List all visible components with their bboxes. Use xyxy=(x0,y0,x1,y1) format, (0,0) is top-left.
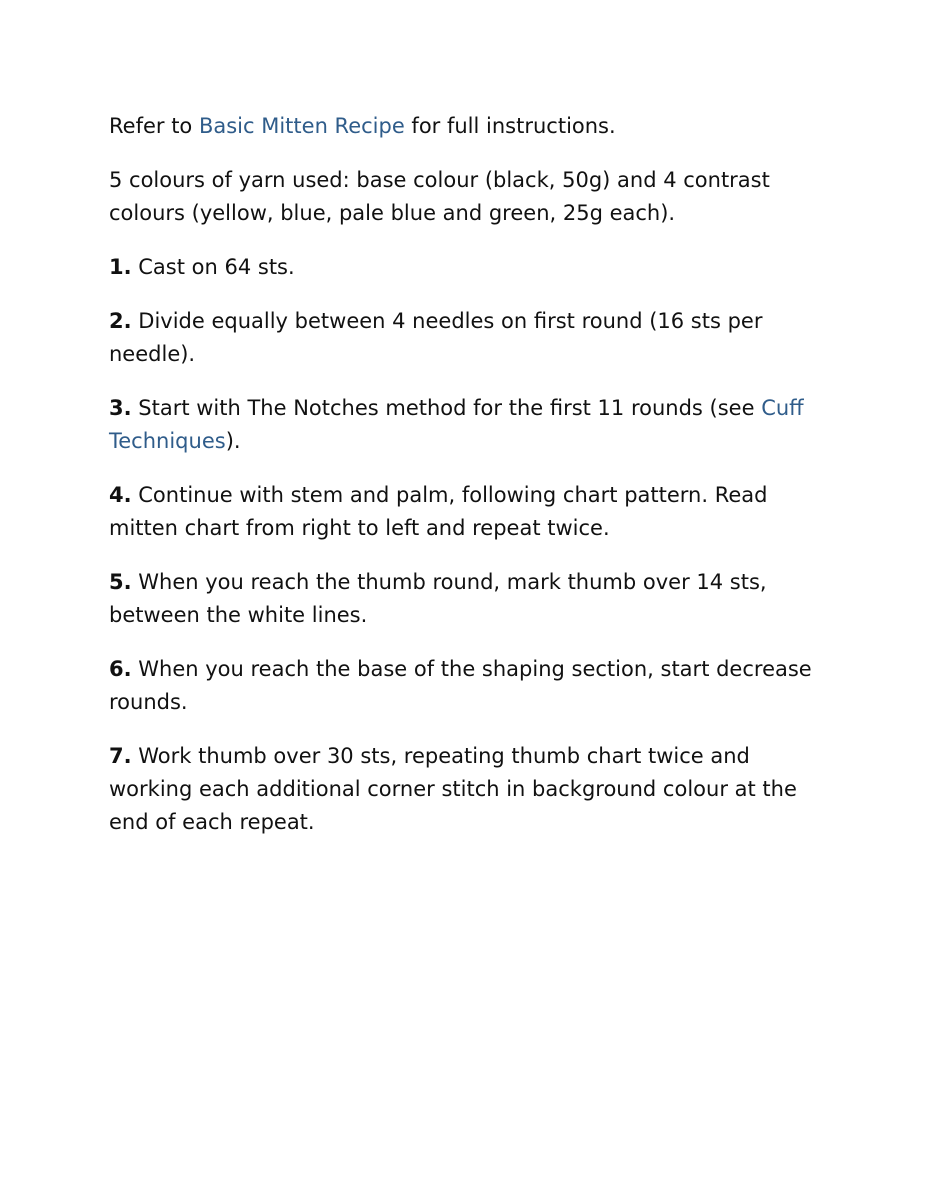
step-number: 4. xyxy=(109,483,132,507)
step-text: Start with The Notches method for the first 11 rounds (see xyxy=(131,396,762,420)
intro-paragraph xyxy=(109,110,829,143)
step-text: When you reach the thumb round, mark thumb over 14 sts, between the white lines. xyxy=(109,570,767,627)
step-text: Work thumb over 30 sts, repeating thumb chart twice and working each additional corner stitch in background colour at the end of each repeat. xyxy=(109,744,797,834)
step-number: 1. xyxy=(109,255,132,279)
step-number: 5. xyxy=(109,570,132,594)
basic-mitten-recipe-link[interactable]: Basic Mitten Recipe xyxy=(198,114,405,138)
step-2 xyxy=(109,305,829,371)
intro-prefix: Refer to xyxy=(109,114,199,138)
step-text: When you reach the base of the shaping section, start decrease rounds. xyxy=(109,657,812,714)
step-number: 6. xyxy=(109,657,132,681)
step-3 xyxy=(109,392,829,458)
intro-suffix: for full instructions. xyxy=(404,114,616,138)
step-text: Cast on 64 sts. xyxy=(131,255,295,279)
step-6 xyxy=(109,653,829,719)
cuff-techniques-link[interactable]: Cuff Techniques xyxy=(109,396,804,453)
step-1 xyxy=(109,251,829,284)
step-7 xyxy=(109,740,829,839)
step-5 xyxy=(109,566,829,632)
step-text: Continue with stem and palm, following chart pattern. Read mitten chart from right to left and repeat twice. xyxy=(109,483,768,540)
step-4 xyxy=(109,479,829,545)
yarn-note: 5 colours of yarn used: base colour (black, 50g) and 4 contrast colours (yellow, blue, pale blue and green, 25g each). xyxy=(109,168,770,225)
step-number: 7. xyxy=(109,744,132,768)
step-text: Divide equally between 4 needles on first round (16 sts per needle). xyxy=(109,309,763,366)
step-text-end: ). xyxy=(225,429,241,453)
document-page xyxy=(109,110,829,860)
step-number: 2. xyxy=(109,309,132,333)
step-number: 3. xyxy=(109,396,132,420)
